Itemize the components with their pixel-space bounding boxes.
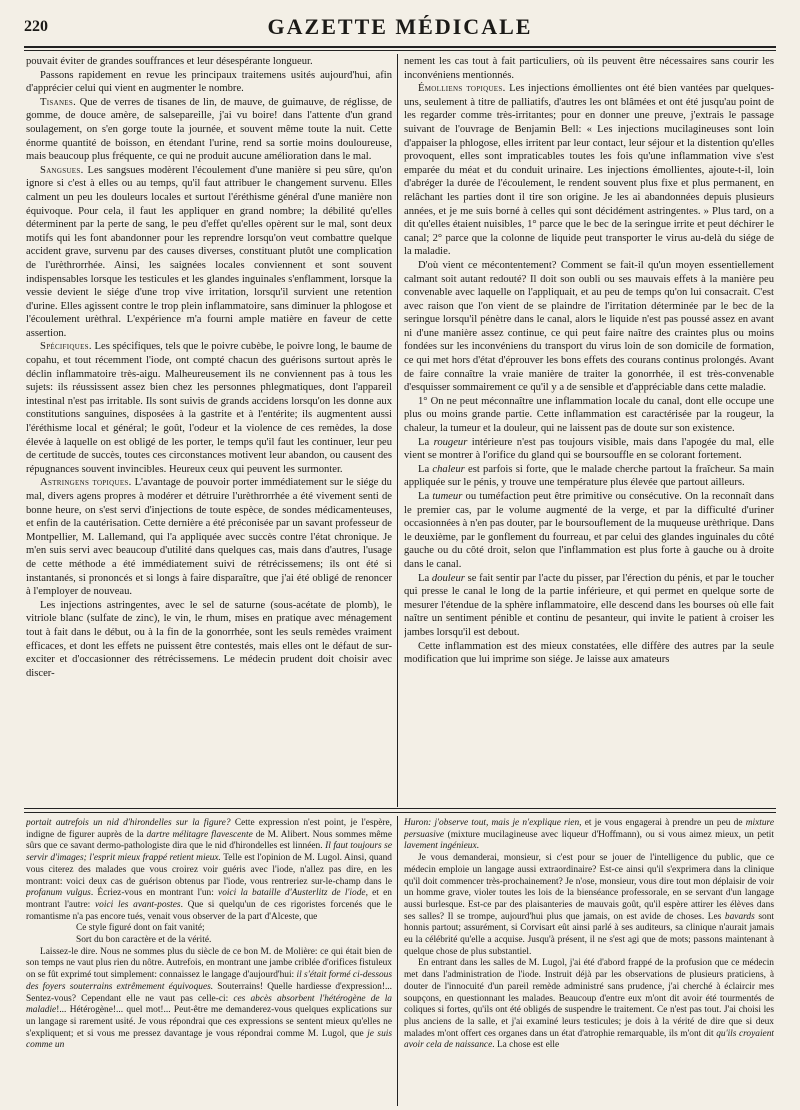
- section-heading: Émolliens topiques.: [418, 83, 506, 95]
- page-number: 220: [24, 18, 48, 35]
- column-divider-bottom: [397, 816, 398, 1106]
- feuilleton-separator: [24, 808, 776, 809]
- section-heading: Spécifiques.: [40, 341, 92, 353]
- paragraph: 1° On ne peut méconnaître une inflammation locale du canal, dont elle occupe une plus ou moins grande partie. Cette inflammation est caractérisée par la rougeur, la chaleur, la tumeur et la douleur, qui ne laissent pas de doute sur son existence.: [404, 395, 774, 435]
- paragraph: Sangsues. Les sangsues modèrent l'écoulement d'une manière si peu sûre, qu'on ignore si c'est à elles ou au temps, qu'il faut attribuer le changement survenu. Elles calment un peu les douleurs locales et surtout l'éréthisme général d'une manière non équivoque. Pour cela, il faut les appliquer en grand nombre; la débilité qu'elles déterminent par la perte de sang, le peu d'effet qu'elles opèrent sur le mal, sont deux motifs qui les font abandonner pour les reprendre lorsqu'on veut combattre quelque accident grave, survenu par des causes diverses, constituant plutôt une complication de l'urèthrorrhée. Ainsi, les saignées locales conviennent et sont souvent indispensables lorsque les testicules et les glandes inguinales s'enflamment, lorsque la vessie devient le siége d'une trop vive irritation, lorsqu'il survient une retention d'urine. Elles agissent contre le trop plein inflammatoire, sans diminuer la phlogose et l'écoulement urèthral. L'expérience m'a fourni ample matière en faveur de cette assertion.: [26, 164, 392, 339]
- paragraph: Cette inflammation est des mieux constatées, elle diffère des autres par la seule modification que lui imprime son siége. Je laisse aux amateurs: [404, 640, 774, 666]
- paragraph: Sort du bon caractère et de la vérité.: [76, 935, 212, 946]
- header-rule-thin: [24, 50, 776, 51]
- article-column-left: [26, 55, 392, 807]
- page-header: [24, 14, 776, 44]
- paragraph: Je vous demanderai, monsieur, si c'est pour se jouer de l'intelligence du public, que ce médecin emploie un langage aussi extraordinaire? Est-ce ainsi qu'il s'exprimera dans la clinique qu'il doit commencer très-prochainement? Je n'ose, monsieur, vous dire tout mon déplaisir de voir un homme grave, violer toutes les lois de la bienséance professorale, en se servant d'un langage aussi burlesque. Est-ce par des plaisanteries de mauvais goût, qu'il espère attirer les élèves dans ses salles? Il se trompe, aujourd'hui plus que jamais, on est avide de choses. Les bavards sont honnis partout; assurément, si Corvisart eût ainsi parlé à ses auditeurs, sa clinique n'aurait jamais eu la célébrité qu'elle a acquise. Jusqu'à présent, il ne s'est agi que de mots; passons maintenant à quelque chose de plus substantiel.: [404, 853, 774, 957]
- feuilleton-column-left: [26, 818, 392, 1108]
- emphasis: douleur: [431, 572, 465, 584]
- feuilleton-separator-thin: [24, 812, 776, 813]
- paragraph: Les injections astringentes, avec le sel de saturne (sous-acétate de plomb), le vitriole blanc (sulfate de zinc), le vin, le rhum, mises en pratique avec ménagement tout à fait dans le début, ou à la fin de la gonorrhée, sont les seuls remèdes vraiment efficaces, et dont les effets ne puissent être contestés, mais elles ont le défaut de sur-exciter et d'occasionner des rétrécissemens. Le médecin prudent doit choisir avec discer-: [26, 599, 392, 679]
- paragraph: Passons rapidement en revue les principaux traitemens usités aujourd'hui, afin d'apprécier celui qui vient en augmenter le nombre.: [26, 69, 392, 95]
- paragraph: Émolliens topiques. Les injections émollientes ont été bien vantées par quelques-uns, seulement à titre de palliatifs, d'autres les ont blâmées et ont été jusqu'au point de les regarder comme très-irritantes; pour en donner une preuve, j'extrais le passage suivant de l'ouvrage de Benjamin Bell: « Les injections mucilagineuses sont loin d'appaiser la phlogose, elles irritent par leur contact, leur séjour et la distention qu'elles provoquent, elles sont impraticables toutes les fois qu'une inflammation vive s'est emparée du méat et du conduit urinaire. Les injections émollientes, ajoute-t-il, loin d'abréger la durée de l'écoulement, le rendent souvent plus fixe et plus permanent, en relâchant les parties dont il tire son origine. Je les ai abandonnées depuis plusieurs années, et je me suis borné à celles qui sont décidément astringentes. » Plus tard, on a dit qu'elles étaient nuisibles, 1° parce que le bec de la seringue irrite et peut déchirer le canal; 2° parce que la colonne de liquide peut transporter le virus au-delà du siége de la maladie.: [404, 83, 774, 258]
- emphasis: rougeur: [433, 436, 468, 448]
- paragraph: nement les cas tout à fait particuliers, où ils peuvent être nécessaires sans courir les inconvéniens mentionnés.: [404, 56, 774, 81]
- header-rule: [24, 46, 776, 48]
- paragraph: pouvait éviter de grandes souffrances et leur désespérante longueur.: [26, 56, 313, 67]
- paragraph: En entrant dans les salles de M. Lugol, j'ai été d'abord frappé de la profusion que ce médecin met dans l'administration de l'iode. Instruit déjà par les observations de plusieurs praticiens, à douter de l'innocuité d'un pareil remède administré sans prudence, j'ai cherché à éclaircir mes soupçons, en questionnant les malades. Beaucoup d'entre eux m'ont dit avoir été tourmentés de coliques si fortes, qu'ils ont été obligés de suspendre le traitement. Ce n'est pas tout. J'ai choisi les plus anciens de la salle, et j'ai examiné leurs testicules; je dois à la vérité de dire que si deux malades m'ont offert ces organes dans un état d'atrophie remarquable, ils m'ont dit qu'ils croyaient avoir cela de naissance. La chose est elle: [404, 958, 774, 1051]
- emphasis: chaleur: [432, 463, 465, 475]
- emphasis: tumeur: [432, 491, 463, 502]
- paragraph: Ce style figuré dont on fait vanité;: [76, 923, 205, 934]
- paragraph: La chaleur est parfois si forte, que le malade cherche partout la fraîcheur. Sa main appliquée sur le pénis, y trouve une température plus élevée que partout ailleurs.: [404, 463, 774, 489]
- paragraph: La rougeur intérieure n'est pas toujours visible, mais dans l'apogée du mal, elle vient se montrer à l'orifice du gland qui se boursouffle en se colorant fortement.: [404, 436, 774, 462]
- paragraph: La tumeur ou tuméfaction peut être primitive ou consécutive. On la reconnaît dans le premier cas, par le volume augmenté de la verge, et par la difficulté d'uriner occasionnées à n'en pas douter, par le boursouflement de la muqueuse urèthrique. Dans le deuxième, par le gonflement du fourreau, et par celui des glandes inguinales du côté gauche ou du côté droit, selon que l'inflammation est plus forte à gauche ou à droite dans le canal.: [404, 491, 774, 570]
- paragraph: Huron: j'observe tout, mais je n'explique rien, et je vous engagerai à prendre un peu de mixture persuasive (mixture mucilagineuse avec liqueur d'Hoffmann), ou si vous aimez mieux, un petit lavement ingénieux.: [404, 818, 774, 852]
- feuilleton-column-right: [404, 818, 774, 1108]
- article-column-right: [404, 55, 774, 807]
- section-heading: Astringens topiques.: [40, 477, 132, 489]
- column-divider-top: [397, 54, 398, 807]
- paragraph: La douleur se fait sentir par l'acte du pisser, par l'érection du pénis, et par le toucher qui presse le canal le long de la partie inférieure, et qui permet en quelque sorte de mesurer l'étendue de la sphère inflammatoire, elle descend dans les bourses où elle fait naître un sentiment pénible et continu de pesanteur, qui invite le patient à croiser les jambes lorsqu'il est debout.: [404, 572, 774, 638]
- section-heading: Sangsues.: [40, 164, 84, 176]
- page-title: GAZETTE MÉDICALE: [267, 14, 533, 39]
- paragraph: Tisanes. Que de verres de tisanes de lin, de mauve, de guimauve, de réglisse, de gomme, de douce amère, de salsepareille, j'ai vu boire! dans l'attente d'un grand soulagement, on s'en gorge toute la journée, et souvent même toute la nuit. Cette énorme quantité de boisson, en étendant l'urine, rend sa sortie moins douloureuse, mais beaucoup plus fréquente, ce qui ne produit aucune amélioration dans le mal.: [26, 96, 392, 163]
- paragraph: Spécifiques. Les spécifiques, tels que le poivre cubèbe, le poivre long, le baume de copahu, et tout récemment l'iode, ont compté chacun des guérisons surtout après le déclin inflammatoire très-aigu. Malheureusement ils ne conviennent pas à tous les sujets: ils réussissent assez bien chez les personnes phlegmatiques, dont l'appareil intestinal n'est pas irritable. Ils sont suivis de grands accidens lorsqu'on les donne aux constitutions sanguines, disposées à la gastrite et à l'entérite; ils augmentent aussi l'éréthisme local et général; le goût, l'odeur et la violence de ces remèdes, la dose élevée à laquelle on est obligé de les porter, le temps qu'il faut les continuer, leur peu de certitude de succès, toutes ces circonstances motivent leur abandon, ou causent des répugnances souvent invincibles. Heureux ceux qui peuvent les surmonter.: [26, 341, 392, 475]
- paragraph: Laissez-le dire. Nous ne sommes plus du siècle de ce bon M. de Molière: ce qui était bien de son temps ne vaut plus rien du nôtre. Autrefois, en montrant une jambe criblée d'orifices fistuleux on se fût exprimé tout simplement: connaissez le langage d'aujourd'hui: il s'était formé ci-dessous des foyers souterrains extrêmement équivoques. Souterrains! Quelle hardiesse d'expression!... Sentez-vous? Cependant elle ne vaut pas celle-ci: ces abcès absorbent l'hétérogène de la maladie!... Hétérogène!... quel mot!... Peut-être me demanderez-vous quelques explications sur un langage si rarement usité. Je vous répondrai que ces expressions se sentent mieux qu'elles ne s'expliquent; et si vous me pressez davantage je vous répondrai comme M. Lugol, que je suis comme un: [26, 946, 392, 1051]
- paragraph: portait autrefois un nid d'hirondelles sur la figure? Cette expression n'est point, je l'espère, indigne de figurer auprès de la dartre mélitagre flavescente de M. Alibert. Nous sommes même sûrs que ce savant dermo-pathologiste dira que le nid d'hirondelles est linnéen. Il faut toujours se servir d'images; l'esprit mieux frappé retient mieux. Telle est l'opinion de M. Lugol. Ainsi, quand vous citerez des malades que vous croirez voir guéris avec l'iode, n'allez pas dire, en les montrant: voici deux cas de guérison obtenus par l'iode, vous rentreriez sur-le-champ dans le profanum vulgus. Écriez-vous en montrant l'un: voici la bataille d'Austerlitz de l'iode, et en montrant l'autre: voici les avant-postes. Que si quelqu'un de ces rigoristes forcenés que le romantisme n'a pas encore tués, venait vous observer de la part d'Alceste, que: [26, 818, 392, 922]
- paragraph: Astringens topiques. L'avantage de pouvoir porter immédiatement sur le siége du mal, divers agens propres à modérer et détruire l'urèthrorrhée a été vivement senti de bonne heure, on s'est servi d'injections de toute espèce, de sondes médicamenteuses, et enfin de la cautérisation. Cette dernière a été préconisée par un savant professeur de Montpellier, M. Lallemand, qui l'a appliquée avec succès contre l'état chronique. Je m'en suis servi avec beaucoup d'utilité dans quelques cas, mais dans d'autres, l'usage de cette méthode a été immédiatement suivi de rétrécissemens; ils ont été si instantanés, si prononcés et si longs à faire disparaître, que j'ai été obligé de renoncer à l'employer de nouveau.: [26, 477, 392, 598]
- section-heading: Tisanes.: [40, 96, 77, 108]
- paragraph: D'où vient ce mécontentement? Comment se fait-il qu'un moyen essentiellement calmant soit autant redouté? Il doit son oubli ou ses mauvais effets à la manière peu convenable avec laquelle on l'appliquait, et au peu de temps qu'on lui consacrait. C'est avec raison que l'on vient de se plaindre de l'irritation déterminée par le bec de la seringue lorsqu'il pénètre dans le canal, alors le liquide n'est pas poussé assez en avant ni d'une manière assez continue, ce qui peut faire naître des craintes plus ou moins fondées sur les inconvéniens du transport du virus loin de son domicile de formation, ce qui met hors d'état d'éprouver les bons effets des courans continus prolongés. Avant de faire connaître la vraie manière de traiter la gonorrhée, il est très-convenable d'esquisser sommairement ce qu'il y a de sensible et d'appréciable dans cette maladie.: [404, 259, 774, 394]
